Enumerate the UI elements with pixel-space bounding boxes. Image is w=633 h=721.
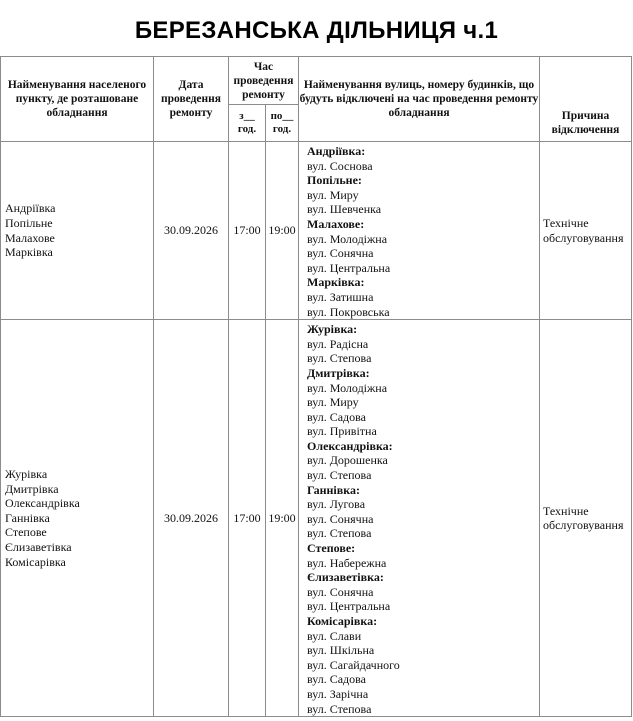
street-item: вул. Молодіжна <box>307 380 388 395</box>
cause-cell <box>540 320 632 717</box>
village-heading: Андріївка: <box>307 144 366 158</box>
table-row <box>1 320 632 717</box>
street-item: вул. Слави <box>307 628 362 643</box>
street-item: вул. Привітна <box>307 424 377 439</box>
page-title: БЕРЕЗАНСЬКА ДІЛЬНИЦЯ ч.1 <box>134 17 499 44</box>
settlement-name: Попільне <box>5 215 53 230</box>
street-item: вул. Шкільна <box>307 643 375 658</box>
settlement-name: Журівка <box>5 467 48 482</box>
street-item: вул. Миру <box>307 395 359 410</box>
cause-text: Технічне <box>543 503 589 518</box>
header-settlement: Найменування населеного пункту, де розташоване обладнання <box>1 57 154 142</box>
settlement-name: Ганнівка <box>5 510 50 525</box>
street-item: вул. Покровська <box>307 304 390 319</box>
street-item: вул. Зарічна <box>307 686 369 701</box>
village-heading: Олександрівка: <box>307 438 393 453</box>
street-item: вул. Центральна <box>307 260 391 275</box>
time-to-cell: 19:00 <box>266 142 299 320</box>
street-item: вул. Шевченка <box>307 202 382 217</box>
village-heading: Попільне: <box>307 173 362 188</box>
street-item: вул. Степова <box>307 468 372 483</box>
header-row <box>1 57 632 105</box>
settlement-name: Єлизаветівка <box>5 540 72 555</box>
street-item: вул. Затишна <box>307 289 374 304</box>
street-item: вул. Соснова <box>307 158 373 173</box>
street-item: вул. Сонячна <box>307 584 374 599</box>
street-item: вул. Садова <box>307 409 366 424</box>
date-cell: 30.09.2026 <box>154 320 229 717</box>
settlement-name: Малахове <box>5 230 55 245</box>
street-item: вул. Степова <box>307 701 372 716</box>
header-date: Дата проведення ремонту <box>154 57 229 142</box>
street-item: вул. Миру <box>307 187 359 202</box>
header-from: з__ год. <box>229 105 266 142</box>
cause-text: Технічне <box>543 215 589 230</box>
village-heading: Ганнівка: <box>307 482 360 497</box>
settlement-name: Марківка <box>5 245 53 260</box>
street-item: вул. Садова <box>307 672 366 687</box>
settlement-name: Андріївка <box>5 201 56 216</box>
street-item: вул. Степова <box>307 351 372 366</box>
street-item: вул. Дорошенка <box>307 453 388 468</box>
cause-text: обслуговування <box>543 230 624 245</box>
settlements-cell <box>1 320 154 717</box>
header-to: по__ год. <box>266 105 299 142</box>
village-heading: Марківка: <box>307 275 365 290</box>
time-to-cell: 19:00 <box>266 320 299 717</box>
settlements-cell <box>1 142 154 320</box>
village-heading: Єлизаветівка: <box>307 570 384 585</box>
street-item: вул. Молодіжна <box>307 231 388 246</box>
street-item: вул. Степова <box>307 526 372 541</box>
street-item: вул. Лугова <box>307 497 366 512</box>
street-item: вул. Сонячна <box>307 511 374 526</box>
street-item: вул. Центральна <box>307 599 391 614</box>
settlement-name: Дмитрівка <box>5 481 59 496</box>
street-item: вул. Сонячна <box>307 246 374 261</box>
village-heading: Комісарівка: <box>307 614 378 628</box>
village-heading: Малахове: <box>307 216 365 231</box>
header-streets: Найменування вулиць, номеру будинків, що будуть відключені на час проведення ремонту обладнання <box>299 57 540 142</box>
street-item: вул. Набережна <box>307 555 387 570</box>
header-time: Час проведення ремонту <box>229 57 299 105</box>
time-from-cell: 17:00 <box>229 142 266 320</box>
streets-cell <box>299 142 540 320</box>
streets-cell <box>299 320 540 717</box>
header-cause: Причина відключення <box>540 105 632 142</box>
street-item: вул. Сагайдачного <box>307 657 400 672</box>
village-heading: Журівка: <box>307 322 358 337</box>
settlement-name: Комісарівка <box>5 554 66 569</box>
street-item: вул. Радісна <box>307 336 369 351</box>
cause-cell <box>540 142 632 320</box>
header-cause-top <box>540 57 632 105</box>
village-heading: Степове: <box>307 541 356 556</box>
cause-text: обслуговування <box>543 518 624 533</box>
settlement-name: Степове <box>5 525 47 540</box>
time-from-cell: 17:00 <box>229 320 266 717</box>
date-cell: 30.09.2026 <box>154 142 229 320</box>
village-heading: Дмитрівка: <box>307 365 370 380</box>
outage-schedule-table <box>0 56 632 717</box>
table-row <box>1 142 632 320</box>
settlement-name: Олександрівка <box>5 496 80 511</box>
